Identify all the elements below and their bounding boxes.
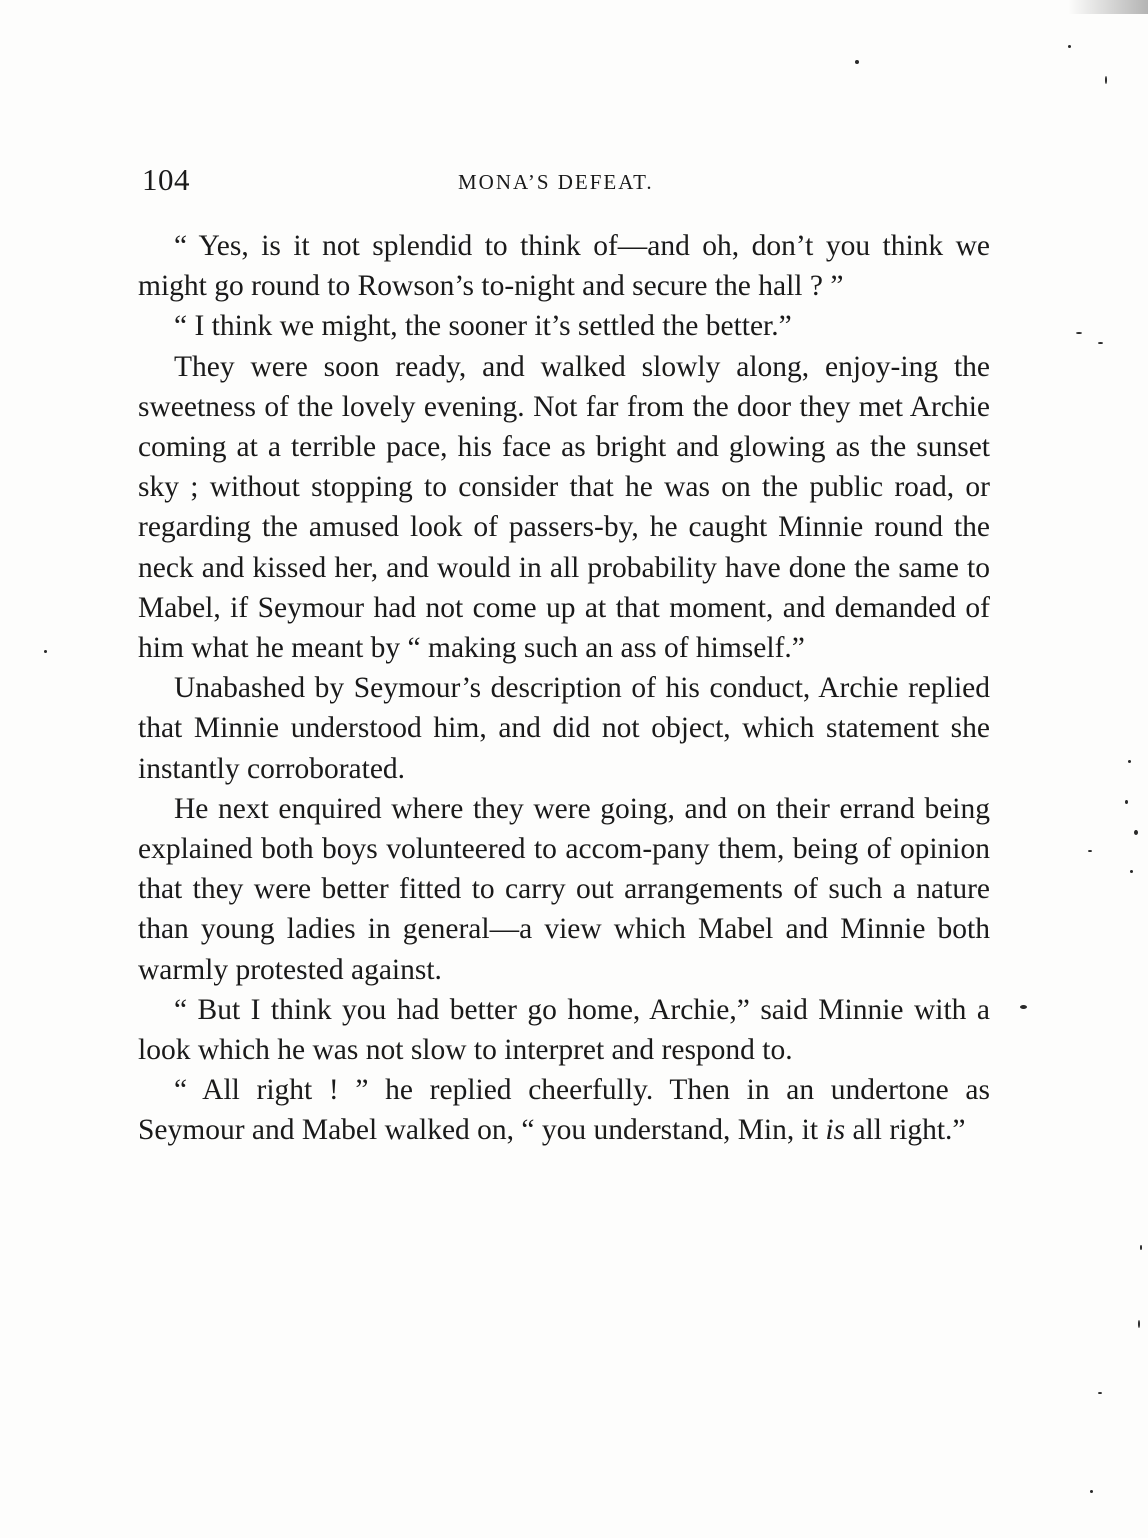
paragraph-7-text-a: “ All right ! ” he replied cheerfully. Then in an undertone as Seymour and Mabel walked on, “ you understand, Min, it [138,1074,990,1147]
body-text [138,226,990,1151]
margin-speck [1098,1392,1102,1394]
margin-speck [1020,1005,1027,1009]
margin-speck [1105,76,1107,84]
paragraph-3: They were soon ready, and walked slowly along, enjoy-ing the sweetness of the lovely evening. Not far from the door they met Archie coming at a terrible pace, his face as bright and glowing as the sunset sky ; without stopping to consider that he was on the public road, or regarding the amused look of passers-by, he caught Minnie round the neck and kissed her, and would in all probability have done the same to Mabel, if Seymour had not come up at that moment, and demanded of him what he meant by “ making such an ass of himself.” [138,350,990,665]
margin-speck [1098,342,1103,344]
margin-speck [1134,830,1138,835]
margin-speck [1076,332,1082,334]
margin-speck [855,60,859,64]
paragraph-4: Unabashed by Seymour’s description of his conduct, Archie replied that Minnie understood him, and did not object, which statement she instantly corroborated. [138,672,990,785]
margin-speck [1125,800,1128,804]
paragraph-6: “ But I think you had better go home, Archie,” said Minnie with a look which he was not slow to interpret and respond to. [138,993,990,1067]
scan-edge-shadow [1068,0,1148,14]
margin-speck [1090,1490,1093,1493]
margin-speck [1138,1320,1140,1328]
margin-speck [1128,760,1131,763]
paragraph-7-emphasis: is [825,1114,846,1147]
page-header [142,162,990,202]
margin-speck [44,650,47,653]
paragraph-1: “ Yes, is it not splendid to think of—and oh, don’t you think we might go round to Rowson’s to-night and secure the hall ? ” [138,230,990,303]
margin-speck [1068,45,1071,48]
page-number: 104 [142,162,190,197]
margin-speck [1140,1245,1142,1250]
paragraph-7 [138,1070,990,1150]
margin-speck [1130,870,1133,873]
paragraph-7-text-b: all right.” [845,1114,966,1147]
margin-speck [1088,850,1092,852]
paragraph-5: He next enquired where they were going, and on their errand being explained both boys volunteered to accom-pany them, being of opinion that they were better fitted to carry out arrangements of such a nature than young ladies in general—a view which Mabel and Minnie both warmly protested against. [138,792,990,986]
paragraph-2: “ I think we might, the sooner it’s settled the better.” [174,310,792,343]
running-title: MONA’S DEFEAT. [458,170,654,194]
